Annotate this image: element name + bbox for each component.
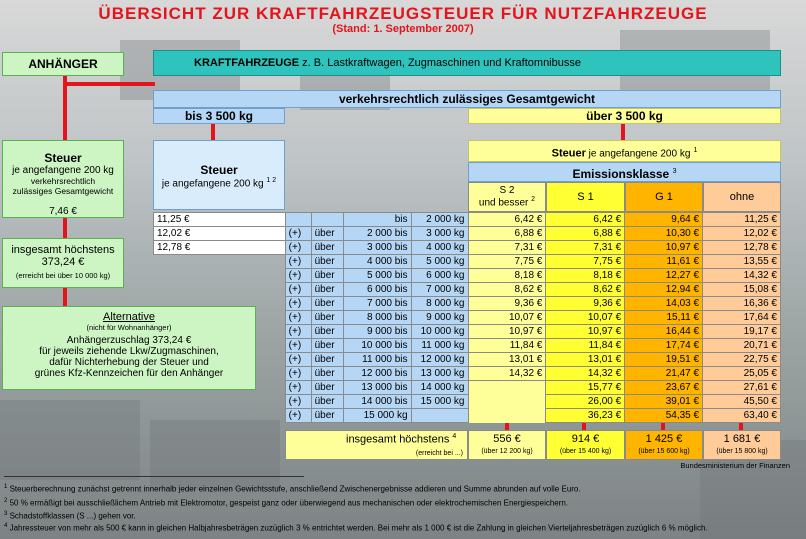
- cell-bis-3500: [154, 283, 286, 297]
- cell-s2: 6,42 €: [468, 213, 546, 227]
- cell-g1: 10,97 €: [625, 241, 703, 255]
- cell-ohne: 25,05 €: [703, 367, 781, 381]
- anhaenger-steuer-line2: verkehrsrechtlich: [30, 176, 96, 186]
- cell-g1: 11,61 €: [625, 255, 703, 269]
- cell-plus: (+): [285, 227, 311, 241]
- cell-plus: (+): [285, 311, 311, 325]
- cell-plus: (+): [285, 325, 311, 339]
- cell-g1: 23,67 €: [625, 381, 703, 395]
- cell-pre: über: [311, 227, 343, 241]
- cell-ohne: 63,40 €: [703, 409, 781, 423]
- cell-g1: 17,74 €: [625, 339, 703, 353]
- cell-to: 10 000 kg: [411, 325, 468, 339]
- anhaenger-max-note: (erreicht bei über 10 000 kg): [15, 271, 111, 280]
- cell-bis-3500: [154, 325, 286, 339]
- cell-bis-3500: [154, 353, 286, 367]
- anhaenger-steuer-box: [2, 140, 124, 218]
- emissionsklasse-header: Emissionsklasse $^3$: [468, 162, 781, 182]
- totals-reached: (erreicht bei ...): [415, 450, 463, 457]
- totals-g1: 1 425 € (über 15 600 kg): [625, 430, 703, 460]
- cell-s1: 15,77 €: [546, 381, 625, 395]
- cell-g1: 54,35 €: [625, 409, 703, 423]
- cell-plus: (+): [285, 409, 311, 423]
- cell-from: 9 000 bis: [343, 325, 411, 339]
- cell-bis-3500: [154, 339, 286, 353]
- cell-plus: (+): [285, 255, 311, 269]
- cell-from: 6 000 bis: [343, 283, 411, 297]
- cell-plus: (+): [285, 395, 311, 409]
- cell-pre: über: [311, 297, 343, 311]
- table-row: [154, 269, 781, 283]
- cell-pre: über: [311, 395, 343, 409]
- cell-g1: 14,03 €: [625, 297, 703, 311]
- cell-from: 7 000 bis: [343, 297, 411, 311]
- cell-to: 11 000 kg: [411, 339, 468, 353]
- connector-line: [621, 124, 625, 140]
- connector-line: [63, 218, 67, 238]
- cell-bis-3500: 11,25 €: [154, 213, 286, 227]
- page-subtitle: (Stand: 1. September 2007): [332, 23, 474, 35]
- table-row: [154, 241, 781, 255]
- cell-pre: über: [311, 255, 343, 269]
- cell-s2: 8,18 €: [468, 269, 546, 283]
- steuer-left-sup: 1 2: [266, 177, 277, 184]
- cell-to: [411, 409, 468, 423]
- cell-g1: 16,44 €: [625, 325, 703, 339]
- cell-bis-3500: [154, 367, 286, 381]
- cell-s1: 10,07 €: [546, 311, 625, 325]
- col-header-ohne: ohne: [703, 182, 781, 212]
- steuer-left-sub: je angefangene 200 kg: [161, 178, 264, 190]
- alternative-line2: für jeweils ziehende Lkw/Zugmaschinen,: [39, 346, 219, 357]
- cell-bis-3500: [154, 255, 286, 269]
- cell-s2: 14,32 €: [468, 367, 546, 381]
- anhaenger-max-box: [2, 238, 124, 288]
- totals-s1: 914 € (über 15 400 kg): [546, 430, 625, 460]
- cell-from: bis: [343, 213, 411, 227]
- totals-s2: 556 € (über 12 200 kg): [468, 430, 546, 460]
- cell-to: 13 000 kg: [411, 367, 468, 381]
- cell-s2: 7,75 €: [468, 255, 546, 269]
- cell-pre: über: [311, 241, 343, 255]
- col-header-s1: S 1: [546, 182, 625, 212]
- cell-s1: 7,75 €: [546, 255, 625, 269]
- cell-from: 11 000 bis: [343, 353, 411, 367]
- cell-pre: über: [311, 339, 343, 353]
- footnote-1: $^1$ Steuerberechnung zunächst getrennt innerhalb jeder einzelnen Gewichtsstufe, anschließend Zwischenergebnisse addieren und Summe abrunden auf volle Euro.: [4, 484, 581, 494]
- cell-from: 3 000 bis: [343, 241, 411, 255]
- cell-ohne: 16,36 €: [703, 297, 781, 311]
- cell-pre: über: [311, 353, 343, 367]
- cell-to: 15 000 kg: [411, 395, 468, 409]
- table-row: [154, 395, 781, 409]
- cell-pre: über: [311, 325, 343, 339]
- cell-from: 2 000 bis: [343, 227, 411, 241]
- cell-ohne: 12,78 €: [703, 241, 781, 255]
- totals-label: insgesamt höchstens: [346, 433, 450, 446]
- cell-bis-3500: [154, 297, 286, 311]
- steuer-left-title: Steuer: [200, 163, 238, 177]
- cell-s2: 11,84 €: [468, 339, 546, 353]
- cell-ohne: 22,75 €: [703, 353, 781, 367]
- steuer-right-sub: je angefangene 200 kg: [585, 148, 691, 160]
- cell-s1: 10,97 €: [546, 325, 625, 339]
- cell-to: 5 000 kg: [411, 255, 468, 269]
- gesamtgewicht-header: verkehrsrechtlich zulässiges Gesamtgewicht: [153, 90, 781, 108]
- cell-s2: 10,07 €: [468, 311, 546, 325]
- cell-pre: über: [311, 409, 343, 423]
- cell-plus: (+): [285, 241, 311, 255]
- table-row: [154, 409, 781, 423]
- cell-s2: 9,36 €: [468, 297, 546, 311]
- cell-g1: 10,30 €: [625, 227, 703, 241]
- cell-pre: über: [311, 311, 343, 325]
- totals-label-box: [285, 430, 468, 460]
- steuer-right-title: Steuer: [551, 147, 586, 160]
- table-row: [154, 213, 781, 227]
- cell-g1: 12,94 €: [625, 283, 703, 297]
- alternative-title: Alternative: [103, 311, 155, 323]
- cell-bis-3500: [154, 311, 286, 325]
- cell-from: 14 000 bis: [343, 395, 411, 409]
- kfz-header: [153, 50, 781, 76]
- connector-line: [63, 82, 155, 86]
- cell-from: 8 000 bis: [343, 311, 411, 325]
- cell-from: 10 000 bis: [343, 339, 411, 353]
- table-row: [154, 381, 781, 395]
- cell-to: 12 000 kg: [411, 353, 468, 367]
- table-row: [154, 367, 781, 381]
- cell-to: 14 000 kg: [411, 381, 468, 395]
- cell-plus: (+): [285, 339, 311, 353]
- table-row: [154, 255, 781, 269]
- connector-line: [211, 124, 215, 140]
- cell-s1: 8,18 €: [546, 269, 625, 283]
- cell-ohne: 15,08 €: [703, 283, 781, 297]
- anhaenger-steuer-line1: je angefangene 200 kg: [12, 165, 114, 176]
- cell-ohne: 45,50 €: [703, 395, 781, 409]
- alternative-line1: Anhängerzuschlag 373,24 €: [66, 335, 192, 346]
- cell-s2: [468, 381, 546, 395]
- cell-pre: [311, 213, 343, 227]
- kfz-subtitle: z. B. Lastkraftwagen, Zugmaschinen und Kraftomnibusse: [299, 57, 581, 69]
- cell-ohne: 17,64 €: [703, 311, 781, 325]
- cell-plus: (+): [285, 269, 311, 283]
- cell-s1: 6,42 €: [546, 213, 625, 227]
- totals-label-sup: 4: [452, 433, 457, 440]
- anhaenger-steuer-title: Steuer: [44, 151, 82, 165]
- anhaenger-header: ANHÄNGER: [2, 52, 124, 76]
- page-title: ÜBERSICHT ZUR KRAFTFAHRZEUGSTEUER FÜR NUTZFAHRZEUGE: [98, 4, 708, 23]
- cell-to: 8 000 kg: [411, 297, 468, 311]
- rate-table: [153, 212, 781, 423]
- cell-ohne: 13,55 €: [703, 255, 781, 269]
- kfz-title: KRAFTFAHRZEUGE: [194, 57, 300, 69]
- footnote-separator: [4, 476, 304, 477]
- cell-s1: 13,01 €: [546, 353, 625, 367]
- cell-pre: über: [311, 381, 343, 395]
- cell-g1: 15,11 €: [625, 311, 703, 325]
- table-row: [154, 297, 781, 311]
- cell-from: 5 000 bis: [343, 269, 411, 283]
- cell-s1: 36,23 €: [546, 409, 625, 423]
- cell-s1: 11,84 €: [546, 339, 625, 353]
- cell-s2: 6,88 €: [468, 227, 546, 241]
- cell-bis-3500: [154, 269, 286, 283]
- ueber-3500-header: über 3 500 kg: [468, 108, 781, 124]
- cell-g1: 21,47 €: [625, 367, 703, 381]
- cell-s1: 8,62 €: [546, 283, 625, 297]
- cell-from: 4 000 bis: [343, 255, 411, 269]
- cell-s2: 8,62 €: [468, 283, 546, 297]
- cell-bis-3500: 12,02 €: [154, 227, 286, 241]
- cell-to: 6 000 kg: [411, 269, 468, 283]
- cell-s1: 26,00 €: [546, 395, 625, 409]
- cell-s2: 13,01 €: [468, 353, 546, 367]
- table-row: [154, 339, 781, 353]
- col-header-s2: S 2 und besser $^2$: [468, 182, 546, 212]
- cell-from: 13 000 bis: [343, 381, 411, 395]
- cell-from: 12 000 bis: [343, 367, 411, 381]
- cell-s1: 6,88 €: [546, 227, 625, 241]
- cell-to: 9 000 kg: [411, 311, 468, 325]
- anhaenger-max-title: insgesamt höchstens: [11, 244, 115, 256]
- cell-pre: über: [311, 283, 343, 297]
- cell-g1: 19,51 €: [625, 353, 703, 367]
- cell-plus: (+): [285, 367, 311, 381]
- alternative-line4: grünes Kfz-Kennzeichen für den Anhänger: [34, 368, 224, 379]
- table-row: [154, 325, 781, 339]
- alternative-line3: dafür Nichterhebung der Steuer und: [49, 357, 209, 368]
- cell-to: 3 000 kg: [411, 227, 468, 241]
- anhaenger-steuer-line3: zulässiges Gesamtgewicht: [12, 186, 114, 196]
- steuer-left-box: [153, 140, 285, 210]
- cell-s2: [468, 409, 546, 423]
- cell-g1: 39,01 €: [625, 395, 703, 409]
- cell-s2: 7,31 €: [468, 241, 546, 255]
- cell-ohne: 11,25 €: [703, 213, 781, 227]
- anhaenger-max-value: 373,24 €: [41, 256, 85, 268]
- cell-plus: (+): [285, 297, 311, 311]
- cell-ohne: 27,61 €: [703, 381, 781, 395]
- anhaenger-steuer-value: 7,46 €: [49, 206, 77, 217]
- cell-ohne: 20,71 €: [703, 339, 781, 353]
- cell-g1: 9,64 €: [625, 213, 703, 227]
- cell-s1: 7,31 €: [546, 241, 625, 255]
- table-row: [154, 311, 781, 325]
- cell-pre: über: [311, 367, 343, 381]
- footnote-3: $^3$ Schadstoffklassen (S ...) gehen vor.: [4, 511, 136, 521]
- table-row: [154, 227, 781, 241]
- footnote-2: $^2$ 50 % ermäßigt bei ausschließlichem Antrieb mit Elektromotor, gespeist ganz oder überwiegend aus mechanischen oder elektrochemischen Energiespeichern.: [4, 498, 569, 508]
- totals-ohne: 1 681 € (über 15 800 kg): [703, 430, 781, 460]
- col-header-g1: G 1: [625, 182, 703, 212]
- cell-bis-3500: 12,78 €: [154, 241, 286, 255]
- cell-ohne: 14,32 €: [703, 269, 781, 283]
- cell-bis-3500: [154, 381, 286, 395]
- table-row: [154, 353, 781, 367]
- cell-bis-3500: [154, 395, 286, 409]
- cell-s2: [468, 395, 546, 409]
- bis-3500-header: bis 3 500 kg: [153, 108, 285, 124]
- cell-to: 7 000 kg: [411, 283, 468, 297]
- cell-from: 15 000 kg: [343, 409, 411, 423]
- cell-s1: 9,36 €: [546, 297, 625, 311]
- alternative-note: (nicht für Wohnanhänger): [86, 323, 172, 332]
- cell-g1: 12,27 €: [625, 269, 703, 283]
- steuer-right-box: [468, 140, 781, 162]
- cell-s1: 14,32 €: [546, 367, 625, 381]
- cell-s2: 10,97 €: [468, 325, 546, 339]
- cell-pre: über: [311, 269, 343, 283]
- cell-plus: (+): [285, 353, 311, 367]
- footnote-4: $^4$ Jahressteuer von mehr als 500 € kann in gleichen Halbjahresbeträgen zuzüglich 3 % entrichtet werden. Bei mehr als 1 000 € ist die Zahlung in gleichen Vierteljahresbeträgen zuzüglich 6 % möglich.: [4, 523, 708, 533]
- connector-line: [63, 288, 67, 306]
- cell-plus: [285, 213, 311, 227]
- emission-sup: 3: [672, 168, 677, 175]
- cell-plus: (+): [285, 381, 311, 395]
- cell-to: 4 000 kg: [411, 241, 468, 255]
- steuer-right-sup: 1: [693, 147, 698, 154]
- cell-bis-3500: [154, 409, 286, 423]
- table-row: [154, 283, 781, 297]
- cell-ohne: 12,02 €: [703, 227, 781, 241]
- cell-to: 2 000 kg: [411, 213, 468, 227]
- cell-plus: (+): [285, 283, 311, 297]
- source-label: Bundesministerium der Finanzen: [680, 461, 790, 470]
- cell-ohne: 19,17 €: [703, 325, 781, 339]
